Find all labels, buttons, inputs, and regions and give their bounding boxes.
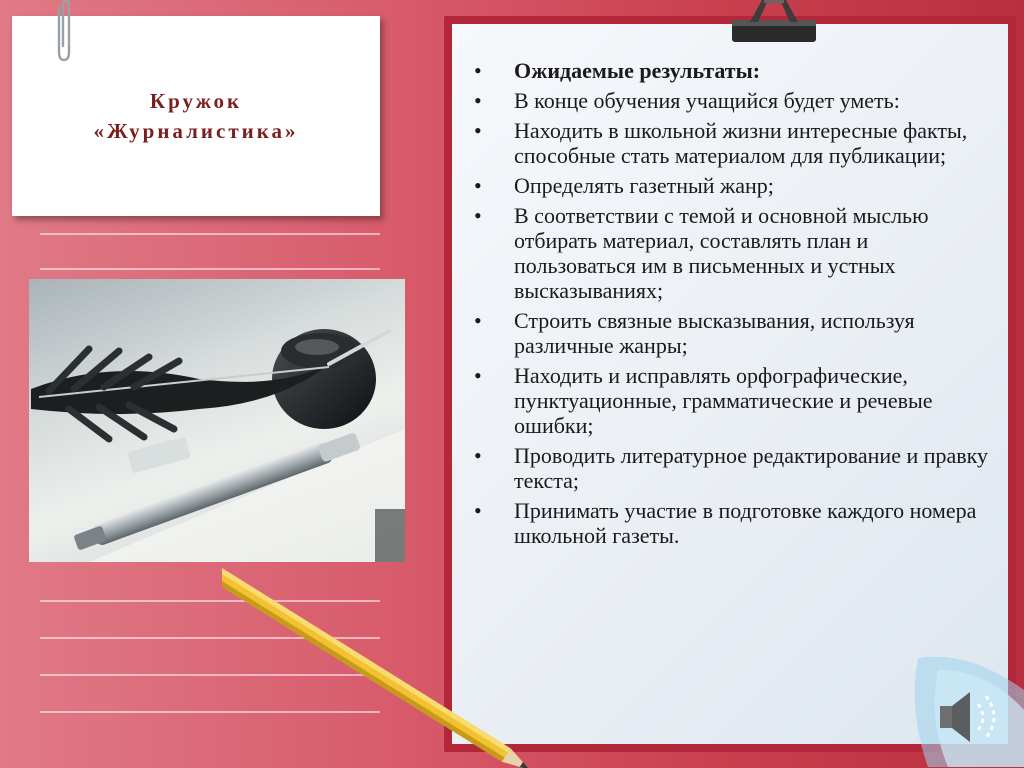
list-item-text: Проводить литературное редактирование и правку текста;: [514, 443, 989, 493]
pencil-icon: [222, 568, 582, 768]
bullet-mark: •: [474, 308, 482, 333]
list-item-text: Находить в школьной жизни интересные факты, способные стать материалом для публикации;: [514, 118, 968, 168]
list-item-text: Определять газетный жанр;: [514, 173, 774, 198]
notepad-line: [40, 233, 380, 235]
title-line-1: Кружок: [149, 89, 243, 113]
list-item: [474, 363, 994, 438]
bullet-mark: •: [474, 118, 482, 143]
list-item: [474, 308, 994, 358]
speaker-icon[interactable]: [908, 650, 1024, 767]
list-item: [474, 88, 994, 113]
list-item: [474, 203, 994, 303]
bullet-mark: •: [474, 203, 482, 228]
list-item: [474, 118, 994, 168]
list-item-text: В соответствии с темой и основной мыслью отбирать материал, составлять план и пользоваться им в письменных и устных высказываниях;: [514, 203, 929, 303]
quill-and-ink-photo: [29, 279, 405, 562]
list-item-text: В конце обучения учащийся будет уметь:: [514, 88, 900, 113]
list-item-text: Ожидаемые результаты:: [514, 58, 761, 83]
bullet-mark: •: [474, 88, 482, 113]
notepad-line: [40, 268, 380, 270]
bullet-mark: •: [474, 363, 482, 388]
binder-clip-icon: [726, 0, 822, 44]
list-item: [474, 498, 994, 548]
title-line-2: «Журналистика»: [93, 119, 299, 143]
expected-results-list: [474, 58, 994, 553]
bullet-mark: •: [474, 58, 482, 83]
list-item: [474, 173, 994, 198]
list-item: [474, 443, 994, 493]
list-item-text: Строить связные высказывания, используя различные жанры;: [514, 308, 915, 358]
bullet-mark: •: [474, 173, 482, 198]
bullet-mark: •: [474, 443, 482, 468]
list-item-text: Находить и исправлять орфографические, пунктуационные, грамматические и речевые ошибки;: [514, 363, 933, 438]
list-item: [474, 58, 994, 83]
bullet-mark: •: [474, 498, 482, 523]
paperclip-icon: [55, 0, 73, 62]
list-item-text: Принимать участие в подготовке каждого номера школьной газеты.: [514, 498, 977, 548]
